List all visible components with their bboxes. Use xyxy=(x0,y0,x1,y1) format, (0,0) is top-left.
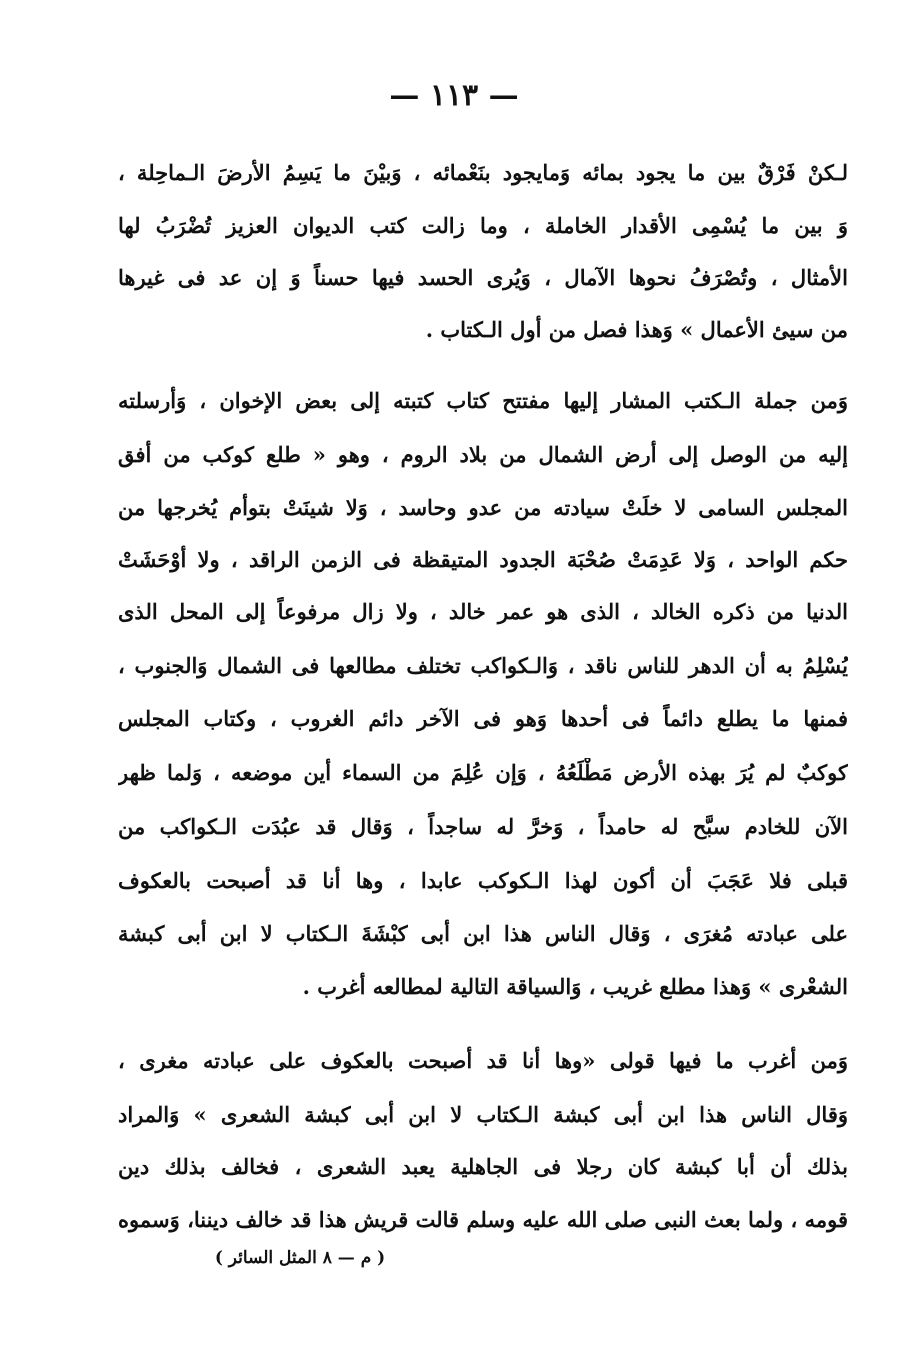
text-line: المجلس السامى لا خلَتْ سيادته من عدو وحاسد ، وَلا شينَتْ بتوأم يُخرجها من xyxy=(118,495,848,520)
text-line: وَمن أغرب ما فيها قولى «وها أنا قد أصبحت بالعكوف على عبادته مغرى ، xyxy=(118,1048,848,1073)
text-line: لـكنْ فَرْقٌ بين ما يجود بمائه وَمايجود بنَعْمائه ، وَبيْنَ ما يَسِمُ الأرضَ الـماحِلة ، xyxy=(118,160,848,185)
text-line: حكم الواحد ، وَلا عَدِمَتْ صُحْبَة الجدود المتيقظة فى الزمن الراقد ، ولا أوْحَشَتْ xyxy=(118,547,848,572)
text-line: فمنها ما يطلع دائماً فى أحدها وَهو فى الآخر دائم الغروب ، وكتاب المجلس xyxy=(118,706,848,731)
text-line: وَقال الناس هذا ابن أبى كبشة الـكتاب لا ابن أبى كبشة الشعرى » وَالمراد xyxy=(118,1102,848,1127)
text-line: من سيئ الأعمال » وَهذا فصل من أول الـكتاب . xyxy=(425,317,848,342)
text-line: إليه من الوصل إلى أرض الشمال من بلاد الروم ، وهو « طلع كوكب من أفق xyxy=(118,442,848,467)
text-line: قومه ، ولما بعث النبى صلى الله عليه وسلم قالت قريش هذا قد خالف ديننا، وَسموه xyxy=(118,1207,848,1232)
text-line: الآن للخادم سبَّح له حامداً ، وَخرَّ له ساجداً ، وَقال قد عبُدَت الـكواكب من xyxy=(118,814,848,839)
footer-signature: ( م — ٨ المثل السائر ) xyxy=(214,1248,386,1268)
page-number: — ١١٣ — xyxy=(389,78,519,113)
text-line: قبلى فلا عَجَبَ أن أكون لهذا الـكوكب عابدا ، وها أنا قد أصبحت بالعكوف xyxy=(118,868,848,893)
text-line: بذلك أن أبا كبشة كان رجلا فى الجاهلية يعبد الشعرى ، فخالف بذلك دين xyxy=(118,1154,848,1179)
text-line: كوكبٌ لم يُرَ بهذه الأرض مَطْلَعُهُ ، وَإن عُلِمَ من السماء أين موضعه ، وَلما ظهر xyxy=(118,760,848,785)
text-line: الدنيا من ذكره الخالد ، الذى هو عمر خالد ، ولا زال مرفوعاً إلى المحل الذى xyxy=(118,599,848,624)
text-line: وَمن جملة الـكتب المشار إليها مفتتح كتاب كتبته إلى بعض الإخوان ، وَأرسلته xyxy=(118,388,848,413)
text-line: الأمثال ، وتُصْرَفُ نحوها الآمال ، وَيُرى الحسد فيها حسناً وَ إن عد فى غيرها xyxy=(118,265,848,290)
text-line: على عبادته مُغرَى ، وَقال الناس هذا ابن أبى كبْشَةَ الـكتاب لا ابن أبى كبشة xyxy=(118,921,848,946)
text-line: الشعْرى » وَهذا مطلع غريب ، وَالسياقة التالية لمطالعه أغرب . xyxy=(302,974,848,999)
text-line: وَ بين ما يُسْمِى الأقدار الخاملة ، وما زالت كتب الديوان العزيز تُضْرَبُ لها xyxy=(118,213,848,238)
text-line: يُسْلِمُ به أن الدهر للناس ناقد ، وَالـكواكب تختلف مطالعها فى الشمال وَالجنوب ، xyxy=(118,653,848,678)
